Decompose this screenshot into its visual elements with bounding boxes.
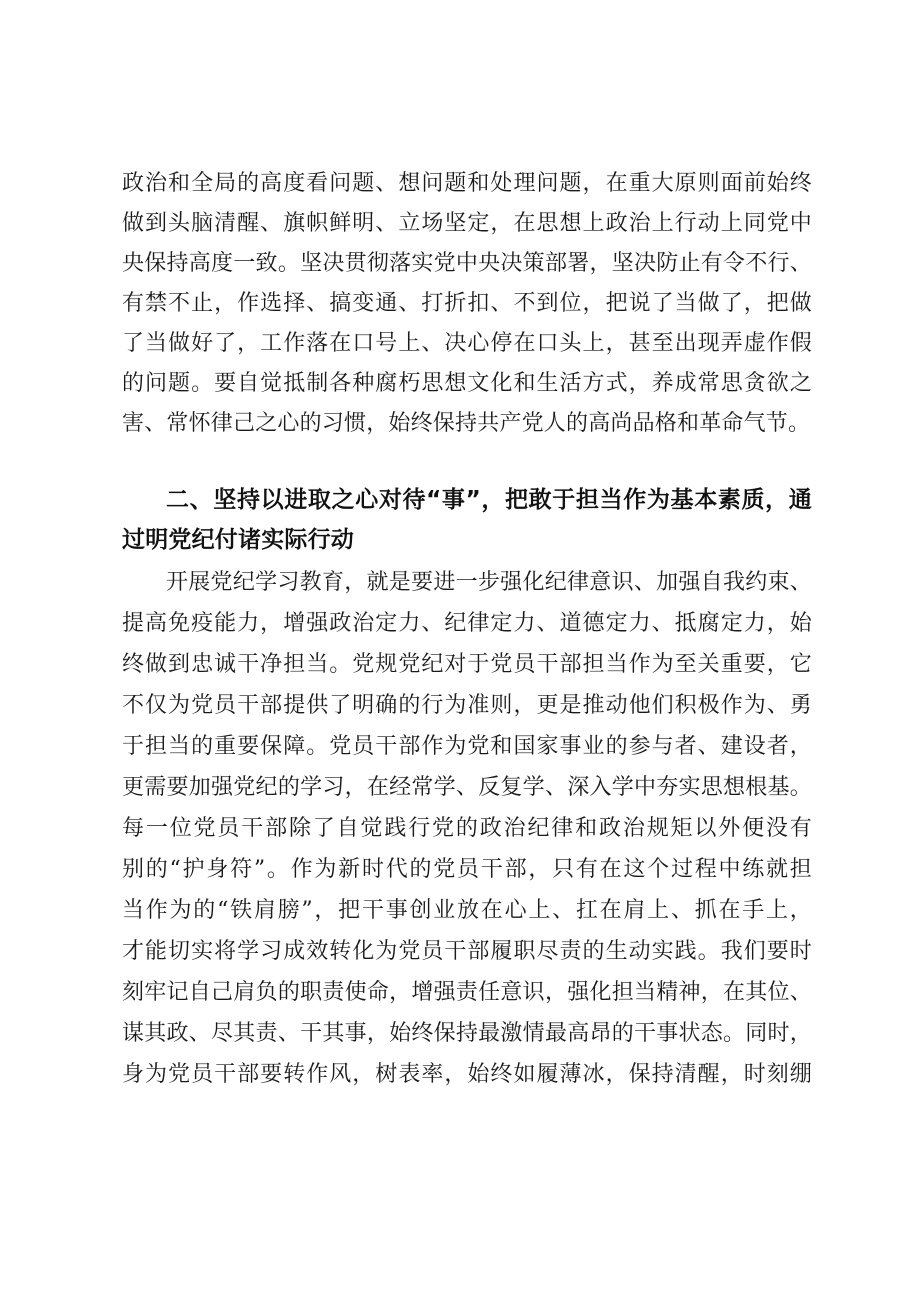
paragraph-line: 别的“护身符”。作为新时代的党员干部，只有在这个过程中练就担 <box>122 857 812 882</box>
paragraph-line: 不仅为党员干部提供了明确的行为准则，更是推动他们积极作为、勇 <box>122 693 812 718</box>
paragraph-line: 的问题。要自觉抵制各种腐朽思想文化和生活方式，养成常思贪欲之 <box>122 371 812 396</box>
paragraph-2 <box>122 562 812 1095</box>
paragraph-line: 了当做好了，工作落在口号上、决心停在口头上，甚至出现弄虚作假 <box>122 331 812 356</box>
paragraph-line: 于担当的重要保障。党员干部作为党和国家事业的参与者、建设者， <box>122 734 812 759</box>
paragraph-line: 每一位党员干部除了自觉践行党的政治纪律和政治规矩以外便没有 <box>122 816 812 841</box>
paragraph-line: 更需要加强党纪的学习，在经常学、反复学、深入学中夯实思想根基。 <box>122 775 812 800</box>
paragraph-line: 才能切实将学习成效转化为党员干部履职尽责的生动实践。我们要时 <box>122 939 812 964</box>
paragraph-line: 有禁不止，作选择、搞变通、打折扣、不到位，把说了当做了，把做 <box>122 291 812 316</box>
paragraph-line: 害、常怀律己之心的习惯，始终保持共产党人的高尚品格和革命气节。 <box>122 411 811 436</box>
paragraph-line: 身为党员干部要转作风，树表率，始终如履薄冰，保持清醒，时刻绷 <box>122 1062 812 1087</box>
paragraph-1 <box>122 164 812 444</box>
section-heading-2 <box>122 480 812 560</box>
paragraph-line: 刻牢记自己肩负的职责使命，增强责任意识，强化担当精神，在其位、 <box>122 980 812 1005</box>
paragraph-line: 谋其政、尽其责、干其事，始终保持最激情最高昂的干事状态。同时， <box>122 1021 812 1046</box>
paragraph-line: 终做到忠诚干净担当。党规党纪对于党员干部担当作为至关重要，它 <box>122 652 812 677</box>
paragraph-line: 政治和全局的高度看问题、想问题和处理问题，在重大原则面前始终 <box>122 171 812 196</box>
heading-line: 过明党纪付诸实际行动 <box>122 527 354 553</box>
heading-line: 二、坚持以进取之心对待“事”，把敢于担当作为基本素质，通 <box>166 487 812 513</box>
paragraph-line: 开展党纪学习教育，就是要进一步强化纪律意识、加强自我约束、 <box>166 570 812 595</box>
paragraph-line: 提高免疫能力，增强政治定力、纪律定力、道德定力、抵腐定力，始 <box>122 611 812 636</box>
paragraph-line: 央保持高度一致。坚决贯彻落实党中央决策部署，坚决防止有令不行、 <box>122 251 812 276</box>
paragraph-line: 当作为的“铁肩膀”，把干事创业放在心上、扛在肩上、抓在手上， <box>122 898 812 923</box>
paragraph-line: 做到头脑清醒、旗帜鲜明、立场坚定，在思想上政治上行动上同党中 <box>122 211 812 236</box>
